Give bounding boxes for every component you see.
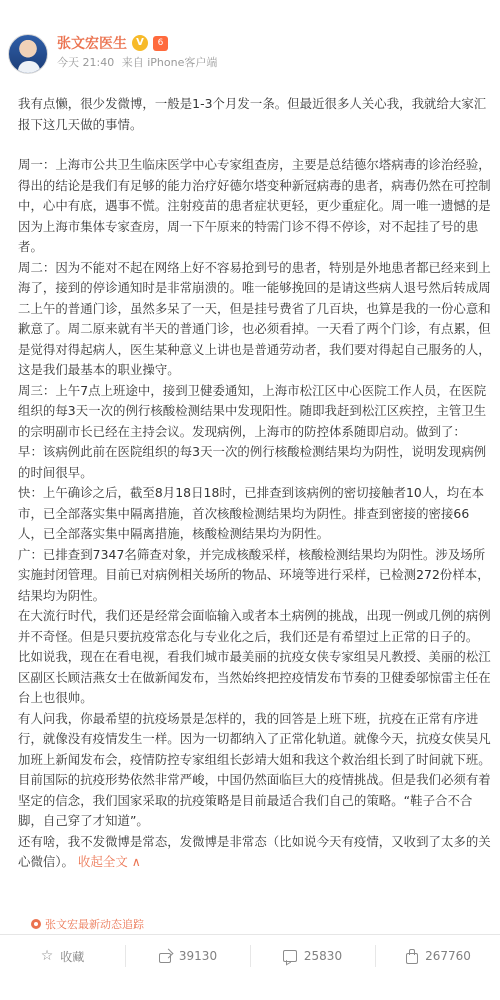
comment-count: 25830 — [303, 949, 343, 963]
track-link[interactable] — [31, 916, 144, 932]
paragraph-closing — [18, 832, 492, 873]
level-badge: 6 — [153, 36, 168, 51]
track-label: 张文宏最新动态追踪 — [45, 918, 144, 931]
post-content — [18, 94, 492, 873]
chevron-up-icon: ∧ — [131, 854, 141, 869]
paragraph-fast: 快：上午确诊之后，截至8月18日18时，已排查到该病例的密切接触者10人，均在本市，已全部落实集中隔离措施，首次核酸检测结果均为阴性。排查到密接的密接66人，已全部落实集中隔离措施，核酸检测结果均为阴性。 — [18, 485, 485, 541]
favorite-button[interactable] — [0, 935, 125, 977]
action-bar — [0, 934, 500, 977]
comment-button[interactable] — [250, 935, 375, 977]
paragraph-monday: 周一：上海市公共卫生临床医学中心专家组查房，主要是总结德尔塔病毒的诊治经验，得出的结论是我们有足够的能力治疗好德尔塔变种新冠病毒的患者，病毒仍然在可控制中，心中有底，遇事不慌。注射疫苗的患者症状更轻，更少重症化。周一唯一遗憾的是因为上海市集体专家查房，周一下午原来的特需门诊不得不停诊，对不起挂了号的患者。 — [18, 157, 491, 254]
author-name[interactable]: 张文宏医生 — [57, 36, 127, 52]
repost-button[interactable] — [125, 935, 250, 977]
avatar[interactable] — [8, 34, 48, 74]
closing-text: 还有啥，我不发微博是常态，发微博是非常态（比如说今天有疫情，又收到了太多的关心微信）。 — [18, 833, 491, 869]
paragraph-intro: 我有点懒，很少发微博，一般是1-3个月发一条。但最近很多人关心我，我就给大家汇报下这几天做的事情。 — [18, 96, 487, 132]
like-button[interactable] — [375, 935, 500, 977]
collapse-button[interactable] — [78, 854, 141, 869]
paragraph-pandemic: 在大流行时代，我们还是经常会面临输入或者本土病例的挑战，出现一例或几例的病例并不奇怪。但是只要抗疫常态化与专业化之后，我们还是有希望过上正常的日子的。 — [18, 608, 491, 644]
like-icon — [404, 949, 418, 963]
paragraph-broad: 广：已排查到7347名筛查对象，并完成核酸采样，核酸检测结果均为阴性。涉及场所实施封闭管理。目前已对病例相关场所的物品、环境等进行采样，已检测272份样本，结果均为阴性。 — [18, 546, 490, 603]
collapse-label: 收起全文 — [78, 854, 128, 869]
repost-count: 39130 — [178, 949, 218, 963]
comment-icon — [283, 949, 297, 963]
verified-badge-icon: V — [132, 35, 148, 51]
paragraph-question: 有人问我，你最希望的抗疫场景是怎样的，我的回答是上班下班，抗疫在正常有序进行，就像没有疫情发生一样。因为一切都纳入了正常化轨道。就像今天，抗疫女侠吴凡加班上新闻发布会，疫情防控专家组组长彭靖大姐和我这个救治组长到了时间就下班。 — [18, 710, 491, 767]
paragraph-tuesday: 周二：因为不能对不起在网络上好不容易抢到号的患者，特别是外地患者都已经来到上海了，接到的停诊通知时是非常崩溃的。唯一能够挽回的是请这些病人退号然后转成周二上午的普通门诊，虽然多呆了一天，但是挂号费省了几百块，也算是我的一份心意和歉意了。周二原来就有半天的普通门诊，也必须看掉。一天看了两个门诊，有点累，但是觉得对得起病人，医生某种意义上讲也是普通劳动者，我们要对得起自己服务的人，这是我们最基本的职业操守。 — [18, 259, 491, 377]
paragraph-tv: 比如说我，现在在看电视，看我们城市最美丽的抗疫女侠专家组吴凡教授、美丽的松江区副区长顾洁燕女士在做新闻发布，当然始终把控疫情发布节奏的卫健委邬惊雷主任在台上也很帅。 — [18, 649, 491, 705]
post-meta — [57, 54, 217, 70]
author-row — [57, 33, 168, 53]
star-icon: ☆ — [40, 948, 54, 964]
source-prefix: 来自 — [121, 56, 144, 69]
weibo-paw-icon — [31, 919, 41, 929]
post-header — [0, 0, 500, 82]
paragraph-international: 目前国际的抗疫形势依然非常严峻，中国仍然面临巨大的疫情挑战。但是我们必须有着坚定的信念，我们国家采取的抗疫策略是目前最适合我们自己的策略。“鞋子合不合脚，自己穿了才知道”。 — [18, 772, 491, 828]
paragraph-wednesday: 周三：上午7点上班途中，接到卫健委通知，上海市松江区中心医院工作人员，在医院组织的每3天一次的例行核酸检测结果中发现阳性。随即我赶到松江区疾控，主管卫生的宗明副市长已经在主持会议。发现病例，上海市的防控体系随即启动。做到了： — [18, 382, 487, 439]
favorite-label: 收藏 — [60, 949, 85, 964]
post-time: 今天 21:40 — [57, 56, 115, 69]
post-source: iPhone客户端 — [147, 56, 218, 69]
paragraph-early: 早：该病例此前在医院组织的每3天一次的例行核酸检测结果均为阴性，说明发现病例的时间很早。 — [18, 444, 487, 480]
share-icon — [158, 949, 172, 963]
like-count: 267760 — [425, 949, 471, 963]
